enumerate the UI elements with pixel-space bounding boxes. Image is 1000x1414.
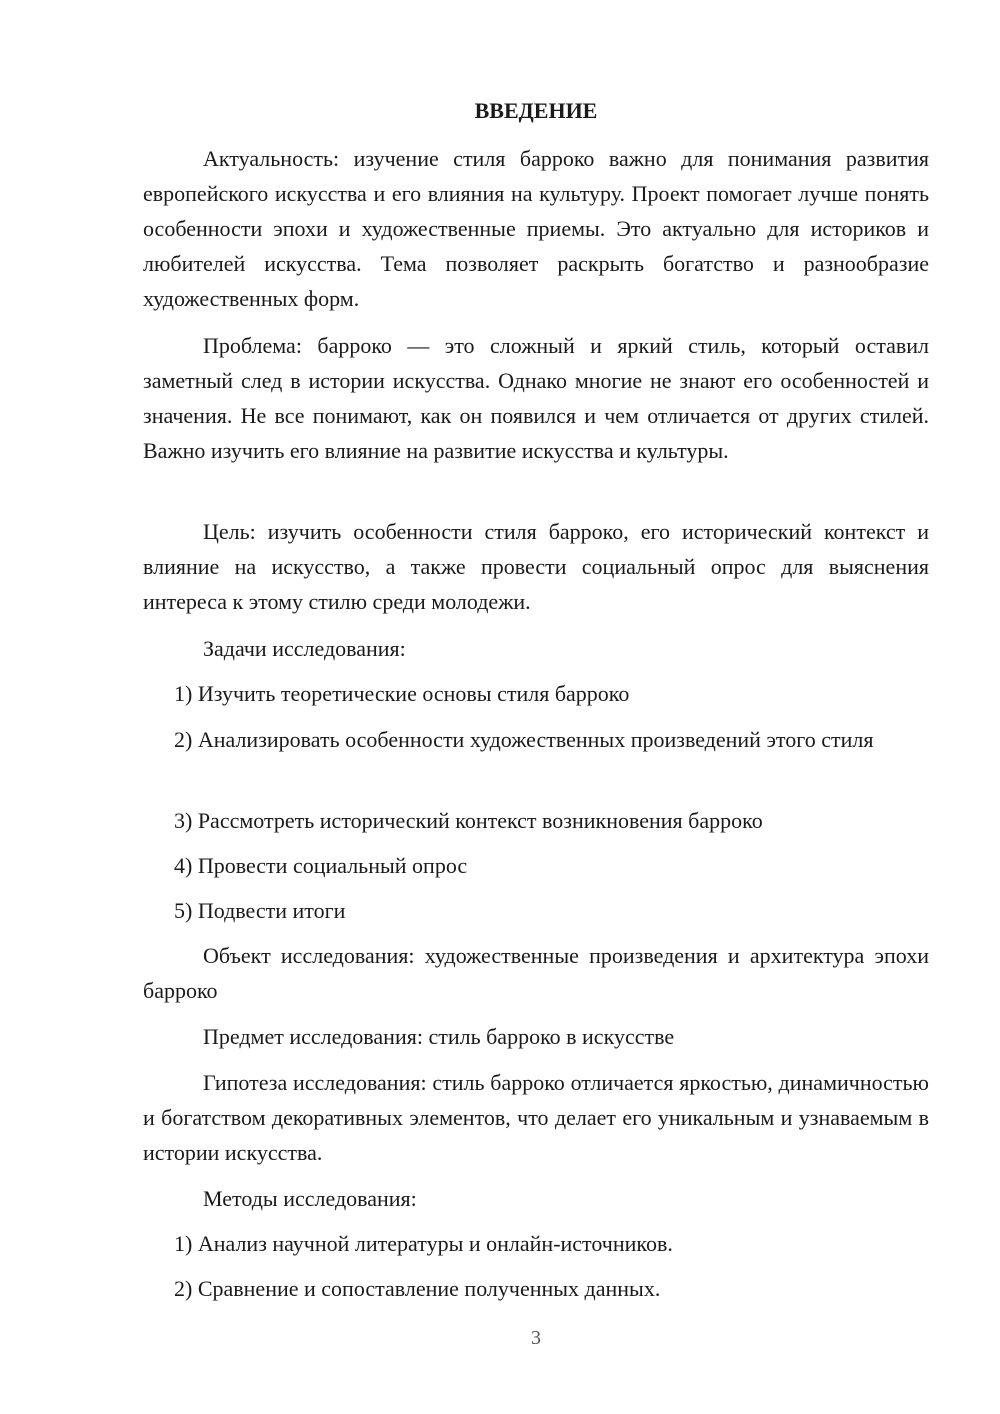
- method-item: 2) Сравнение и сопоставление полученных данных.: [174, 1276, 661, 1301]
- task-item: 2) Анализировать особенности художественных произведений этого стиля: [174, 727, 874, 752]
- section-heading: ВВЕДЕНИЕ: [474, 98, 598, 123]
- object-paragraph: Объект исследования: художественные произведения и архитектура эпохи барроко: [143, 943, 929, 1003]
- subject-paragraph: Предмет исследования: стиль барроко в искусстве: [203, 1024, 675, 1049]
- page-number: 3: [531, 1327, 541, 1349]
- task-item: 1) Изучить теоретические основы стиля барроко: [174, 681, 630, 706]
- problem-paragraph: Проблема: барроко — это сложный и яркий стиль, который оставил заметный след в истории искусства. Однако многие не знают его особенностей и значения. Не все понимают, как он появился и чем отличается от других стилей. Важно изучить его влияние на развитие искусства и культуры.: [143, 333, 929, 463]
- hypothesis-paragraph: Гипотеза исследования: стиль барроко отличается яркостью, динамичностью и богатством декоративных элементов, что делает его уникальным и узнаваемым в истории искусства.: [143, 1070, 929, 1165]
- method-item: 1) Анализ научной литературы и онлайн-источников.: [174, 1231, 673, 1256]
- tasks-title: Задачи исследования:: [203, 636, 406, 661]
- task-item: 4) Провести социальный опрос: [174, 853, 468, 878]
- goal-paragraph: Цель: изучить особенности стиля барроко, его исторический контекст и влияние на искусство, а также провести социальный опрос для выяснения интереса к этому стилю среди молодежи.: [143, 519, 929, 614]
- task-item: 5) Подвести итоги: [174, 898, 346, 923]
- methods-title: Методы исследования:: [203, 1186, 417, 1211]
- task-item: 3) Рассмотреть исторический контекст возникновения барроко: [174, 808, 763, 833]
- relevance-paragraph: Актуальность: изучение стиля барроко важно для понимания развития европейского искусства и его влияния на культуру. Проект помогает лучше понять особенности эпохи и художественные приемы. Это актуально для историков и любителей искусства. Тема позволяет раскрыть богатство и разнообразие художественных форм.: [143, 146, 929, 311]
